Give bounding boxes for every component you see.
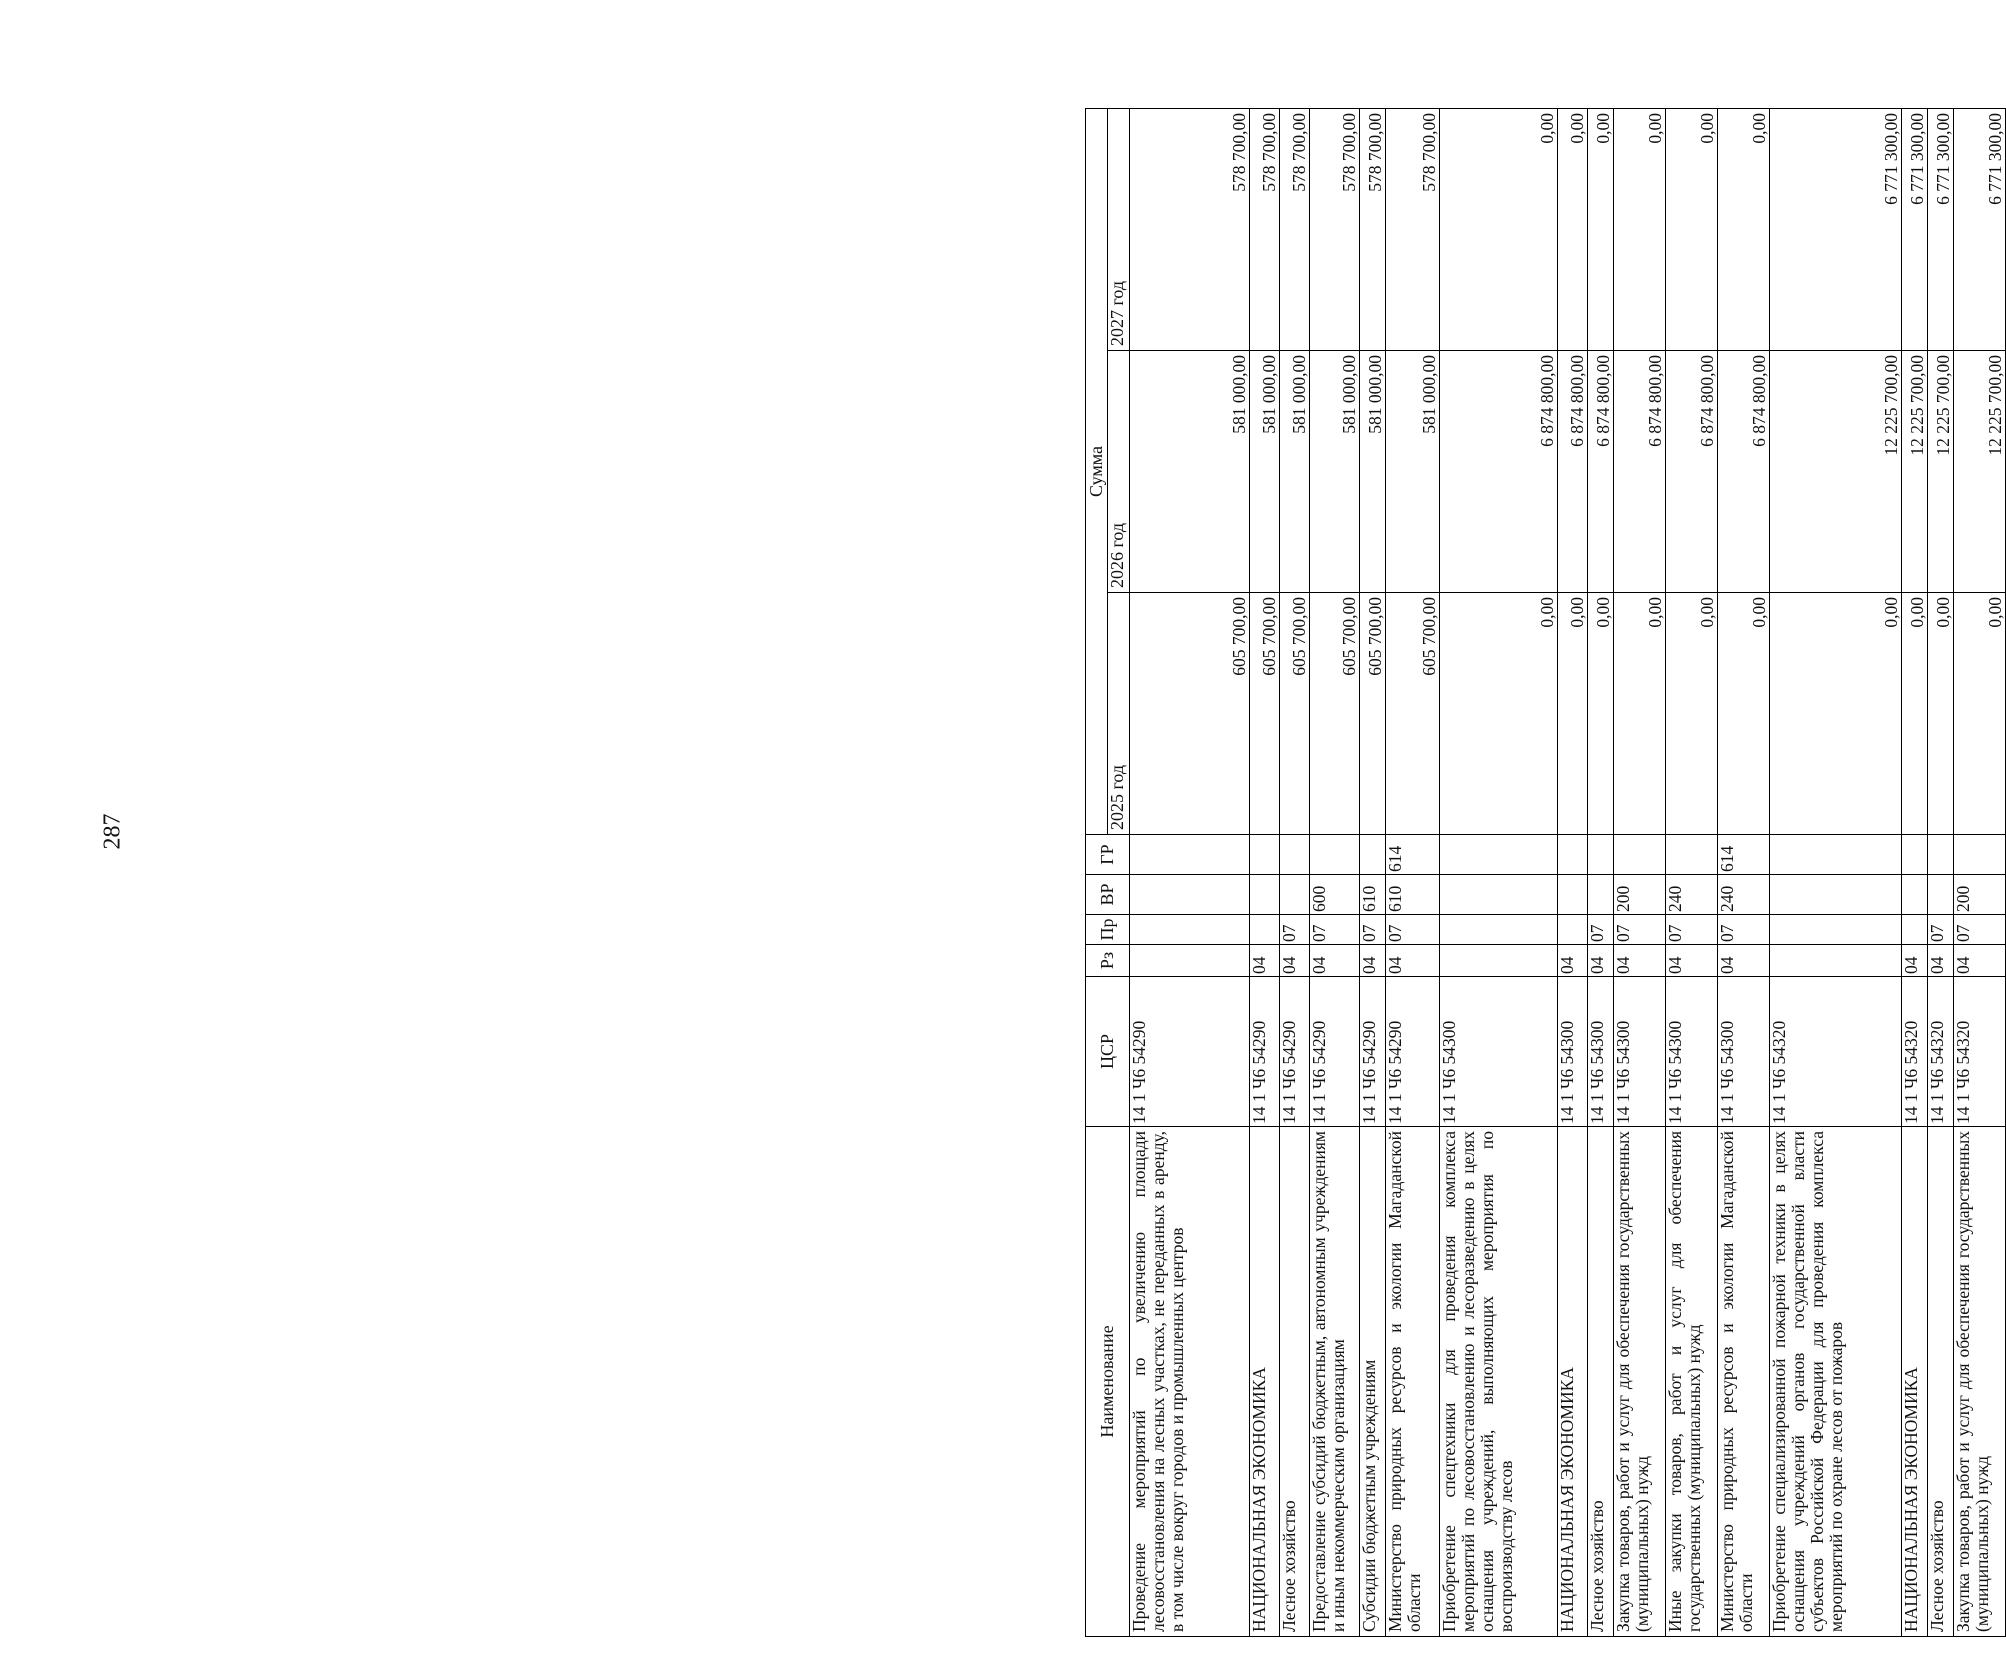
row-rz: 04 [1614,945,1666,977]
row-name: Приобретение специализированной пожарной техники в целях оснащения учреждений органов государственной власти субъектов Российской Федерации для проведения комплекса мероприятий по охране лесов от пожаров [1770,1127,1902,1637]
header-vr: ВР [1086,875,1130,915]
row-csr: 14 1 Ч6 54290 [1310,977,1360,1127]
row-vr [1558,875,1588,915]
row-pr [1250,915,1280,945]
row-pr: 07 [1588,915,1614,945]
header-row-top [1086,108,1108,1636]
row-name: Предоставление субсидий бюджетным, автономным учреждениям и иным некоммерческим организациям [1310,1127,1360,1637]
row-rz: 04 [1718,945,1770,977]
row-sum-2026: 6 874 800,00 [1440,351,1558,593]
table-row [1902,108,1928,1636]
row-vr: 610 [1386,875,1440,915]
row-gr [1250,835,1280,875]
row-sum-2026: 12 225 700,00 [1770,351,1902,593]
row-rz: 04 [1250,945,1280,977]
row-sum-2027: 0,00 [1588,108,1614,350]
row-name: Субсидии бюджетным учреждениям [1360,1127,1386,1637]
row-name: НАЦИОНАЛЬНАЯ ЭКОНОМИКА [1558,1127,1588,1637]
row-gr [1310,835,1360,875]
row-rz: 04 [1666,945,1718,977]
row-sum-2027: 6 771 300,00 [1770,108,1902,350]
row-vr: 200 [1954,875,2006,915]
row-vr [1770,875,1902,915]
table-row [1558,108,1588,1636]
row-sum-2027: 6 771 300,00 [1902,108,1928,350]
row-sum-2025: 605 700,00 [1310,593,1360,835]
row-sum-2026: 581 000,00 [1130,351,1250,593]
row-csr: 14 1 Ч6 54290 [1280,977,1310,1127]
row-pr: 07 [1718,915,1770,945]
header-year-2027: 2027 год [1108,108,1130,350]
row-sum-2026: 6 874 800,00 [1558,351,1588,593]
row-sum-2027: 578 700,00 [1130,108,1250,350]
row-sum-2025: 605 700,00 [1360,593,1386,835]
row-pr: 07 [1280,915,1310,945]
row-name: Лесное хозяйство [1588,1127,1614,1637]
row-gr [1954,835,2006,875]
row-gr: 614 [1386,835,1440,875]
row-sum-2025: 0,00 [1902,593,1928,835]
row-rz: 04 [1386,945,1440,977]
row-vr: 200 [1614,875,1666,915]
row-gr [1614,835,1666,875]
row-csr: 14 1 Ч6 54290 [1130,977,1250,1127]
header-csr: ЦСР [1086,977,1130,1127]
table-row [1954,108,2006,1636]
table-row [1280,108,1310,1636]
row-gr [1928,835,1954,875]
header-gr: ГР [1086,835,1130,875]
row-gr [1588,835,1614,875]
header-name: Наименование [1086,1127,1130,1637]
row-rz [1770,945,1902,977]
row-rz [1130,945,1250,977]
row-sum-2025: 605 700,00 [1386,593,1440,835]
row-pr [1558,915,1588,945]
row-sum-2027: 578 700,00 [1280,108,1310,350]
table-row [1310,108,1360,1636]
row-sum-2027: 578 700,00 [1310,108,1360,350]
row-sum-2027: 0,00 [1440,108,1558,350]
table-row [1386,108,1440,1636]
table-row [1718,108,1770,1636]
row-name: Закупка товаров, работ и услуг для обеспечения государственных (муниципальных) нужд [1954,1127,2006,1637]
row-sum-2026: 581 000,00 [1310,351,1360,593]
row-sum-2027: 6 771 300,00 [1928,108,1954,350]
row-csr: 14 1 Ч6 54290 [1250,977,1280,1127]
page-number: 287 [99,813,126,850]
table-row [1588,108,1614,1636]
row-name: Приобретение спецтехники для проведения комплекса мероприятий по лесовосстановлению и лесоразведению в целях оснащения учреждений, выполняющих мероприятия по воспроизводству лесов [1440,1127,1558,1637]
row-sum-2026: 12 225 700,00 [1954,351,2006,593]
row-name: Проведение мероприятий по увеличению площади лесовосстановления на лесных участках, не переданных в аренду, в том числе вокруг городов и промышленных центров [1130,1127,1250,1637]
row-sum-2026: 581 000,00 [1386,351,1440,593]
row-pr: 07 [1360,915,1386,945]
header-pr: Пр [1086,915,1130,945]
row-csr: 14 1 Ч6 54290 [1360,977,1386,1127]
row-sum-2027: 0,00 [1614,108,1666,350]
table-row [1440,108,1558,1636]
row-sum-2027: 0,00 [1666,108,1718,350]
row-csr: 14 1 Ч6 54320 [1770,977,1902,1127]
row-sum-2025: 0,00 [1770,593,1902,835]
row-sum-2026: 6 874 800,00 [1614,351,1666,593]
row-sum-2026: 581 000,00 [1280,351,1310,593]
header-year-2025: 2025 год [1108,593,1130,835]
row-vr [1280,875,1310,915]
row-vr [1250,875,1280,915]
row-csr: 14 1 Ч6 54320 [1902,977,1928,1127]
table-row [1928,108,1954,1636]
row-sum-2025: 605 700,00 [1130,593,1250,835]
row-vr: 240 [1718,875,1770,915]
header-rz: Рз [1086,945,1130,977]
table-row [1666,108,1718,1636]
row-gr [1770,835,1902,875]
row-gr [1440,835,1558,875]
row-gr [1666,835,1718,875]
row-sum-2027: 0,00 [1718,108,1770,350]
row-rz: 04 [1360,945,1386,977]
row-pr: 07 [1614,915,1666,945]
row-vr [1588,875,1614,915]
row-sum-2025: 0,00 [1928,593,1954,835]
row-csr: 14 1 Ч6 54300 [1614,977,1666,1127]
row-csr: 14 1 Ч6 54300 [1588,977,1614,1127]
table-row [1130,108,1250,1636]
header-year-2026: 2026 год [1108,351,1130,593]
row-rz: 04 [1902,945,1928,977]
row-rz: 04 [1310,945,1360,977]
row-rz: 04 [1954,945,2006,977]
row-rz: 04 [1558,945,1588,977]
row-sum-2025: 0,00 [1614,593,1666,835]
row-sum-2025: 0,00 [1954,593,2006,835]
row-name: НАЦИОНАЛЬНАЯ ЭКОНОМИКА [1250,1127,1280,1637]
row-vr [1928,875,1954,915]
header-sum: Сумма [1086,108,1108,834]
budget-table [1085,108,2006,1637]
row-sum-2027: 578 700,00 [1360,108,1386,350]
row-vr: 610 [1360,875,1386,915]
table-row [1614,108,1666,1636]
row-name: Закупка товаров, работ и услуг для обеспечения государственных (муниципальных) нужд [1614,1127,1666,1637]
row-sum-2025: 0,00 [1588,593,1614,835]
table-row [1250,108,1280,1636]
row-name: Министерство природных ресурсов и экологии Магаданской области [1386,1127,1440,1637]
row-gr [1558,835,1588,875]
row-gr [1130,835,1250,875]
row-gr [1902,835,1928,875]
table-body [1130,108,2006,1636]
row-sum-2025: 605 700,00 [1250,593,1280,835]
row-pr: 07 [1310,915,1360,945]
table-row [1360,108,1386,1636]
row-pr [1130,915,1250,945]
row-sum-2025: 0,00 [1666,593,1718,835]
row-sum-2025: 0,00 [1558,593,1588,835]
row-vr: 240 [1666,875,1718,915]
row-sum-2025: 0,00 [1718,593,1770,835]
row-pr: 07 [1666,915,1718,945]
row-gr [1280,835,1310,875]
row-name: Иные закупки товаров, работ и услуг для обеспечения государственных (муниципальных) нужд [1666,1127,1718,1637]
row-sum-2027: 6 771 300,00 [1954,108,2006,350]
row-sum-2027: 578 700,00 [1386,108,1440,350]
row-csr: 14 1 Ч6 54290 [1386,977,1440,1127]
row-sum-2026: 6 874 800,00 [1666,351,1718,593]
row-pr [1902,915,1928,945]
row-pr: 07 [1954,915,2006,945]
row-sum-2026: 581 000,00 [1250,351,1280,593]
row-sum-2026: 6 874 800,00 [1588,351,1614,593]
row-gr: 614 [1718,835,1770,875]
row-name: Лесное хозяйство [1280,1127,1310,1637]
row-pr: 07 [1928,915,1954,945]
row-csr: 14 1 Ч6 54300 [1666,977,1718,1127]
row-rz [1440,945,1558,977]
row-csr: 14 1 Ч6 54320 [1928,977,1954,1127]
row-sum-2026: 12 225 700,00 [1928,351,1954,593]
row-csr: 14 1 Ч6 54320 [1954,977,2006,1127]
row-vr [1902,875,1928,915]
row-sum-2025: 0,00 [1440,593,1558,835]
row-vr: 600 [1310,875,1360,915]
row-csr: 14 1 Ч6 54300 [1558,977,1588,1127]
row-pr [1440,915,1558,945]
row-sum-2026: 6 874 800,00 [1718,351,1770,593]
row-sum-2026: 12 225 700,00 [1902,351,1928,593]
row-sum-2027: 578 700,00 [1250,108,1280,350]
row-pr: 07 [1386,915,1440,945]
row-rz: 04 [1588,945,1614,977]
row-name: Лесное хозяйство [1928,1127,1954,1637]
row-pr [1770,915,1902,945]
rotated-page-content [1085,109,2006,1637]
row-csr: 14 1 Ч6 54300 [1440,977,1558,1127]
table-row [1770,108,1902,1636]
row-csr: 14 1 Ч6 54300 [1718,977,1770,1127]
row-vr [1440,875,1558,915]
row-rz: 04 [1928,945,1954,977]
row-name: Министерство природных ресурсов и экологии Магаданской области [1718,1127,1770,1637]
row-sum-2026: 581 000,00 [1360,351,1386,593]
row-name: НАЦИОНАЛЬНАЯ ЭКОНОМИКА [1902,1127,1928,1637]
row-sum-2025: 605 700,00 [1280,593,1310,835]
row-sum-2027: 0,00 [1558,108,1588,350]
row-vr [1130,875,1250,915]
row-gr [1360,835,1386,875]
row-rz: 04 [1280,945,1310,977]
